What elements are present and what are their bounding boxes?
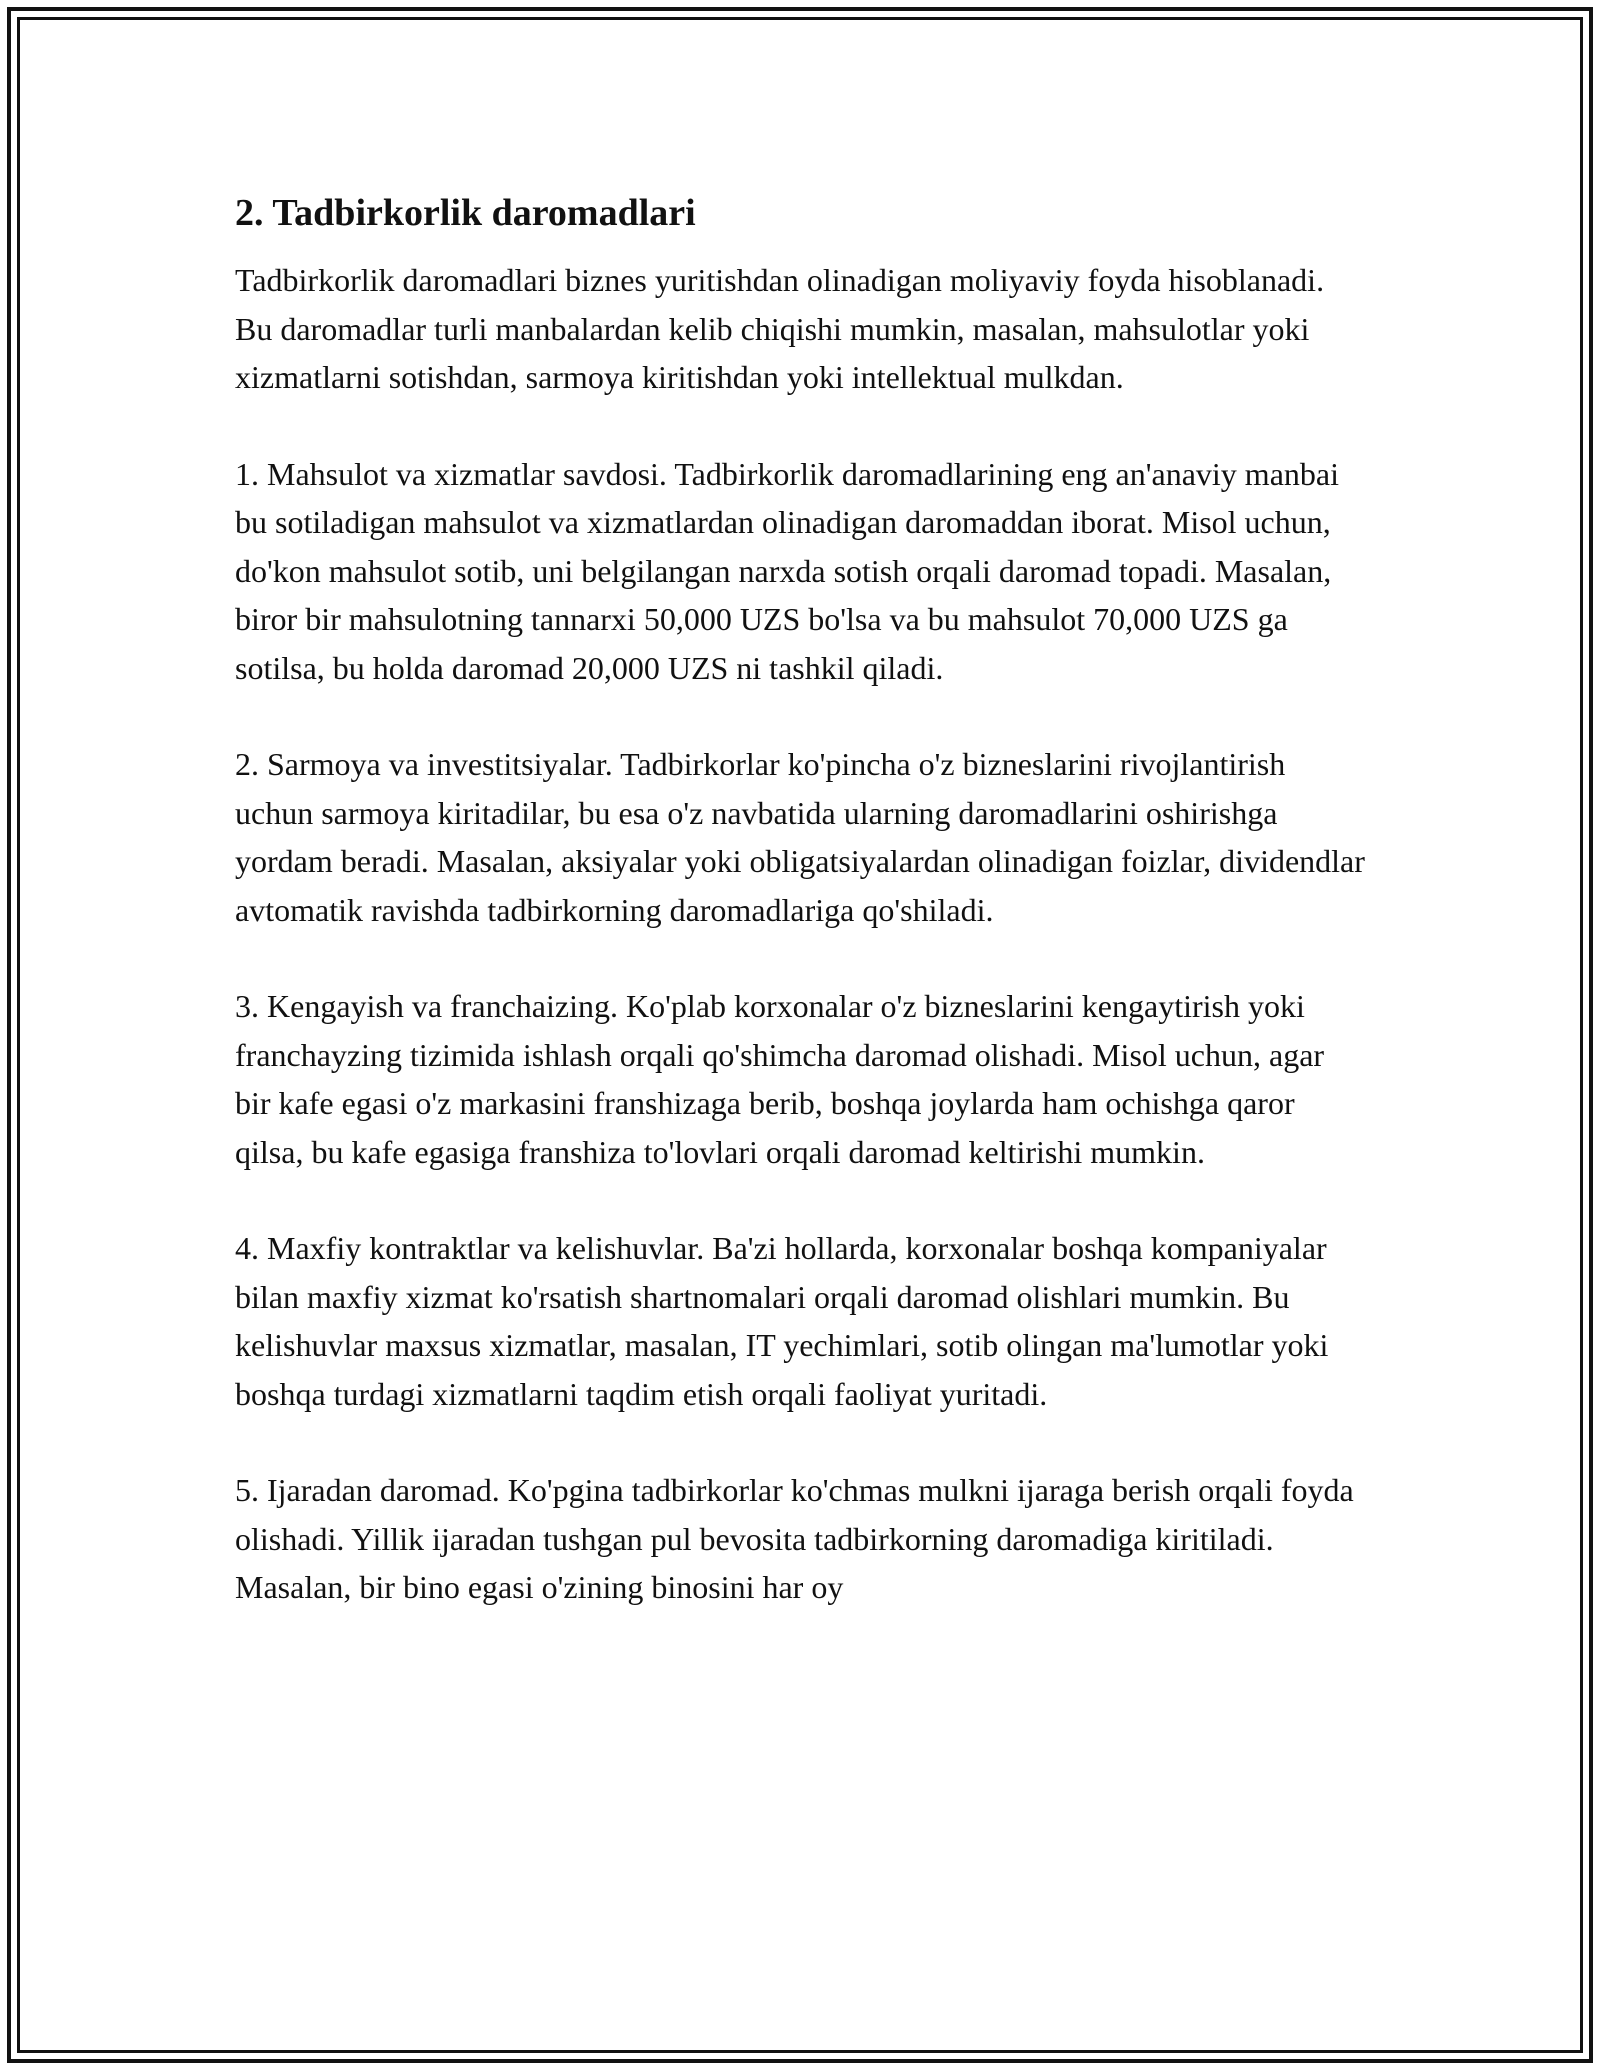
intro-paragraph: Tadbirkorlik daromadlari biznes yuritishdan olinadigan moliyaviy foyda hisoblanadi. Bu daromadlar turli manbalardan kelib chiqishi mumkin, masalan, mahsulotlar yoki xizmatlarni sotishdan, sarmoya kiritishdan yoki intellektual mulkdan.	[235, 262, 1325, 395]
document-body	[235, 188, 1375, 1660]
section-heading: 2. Tadbirkorlik daromadlari	[235, 192, 696, 234]
paragraph-franchising: 3. Kengayish va franchaizing. Ko'plab korxonalar o'z bizneslarini kengaytirish yoki franchayzing tizimida ishlash orqali qo'shimcha daromad olishadi. Misol uchun, agar bir kafe egasi o'z markasini franshizaga berib, boshqa joylarda ham ochishga qaror qilsa, bu kafe egasiga franshiza to'lovlari orqali daromad keltirishi mumkin.	[235, 988, 1325, 1170]
paragraph-product-sales: 1. Mahsulot va xizmatlar savdosi. Tadbirkorlik daromadlarining eng an'anaviy manbai bu sotiladigan mahsulot va xizmatlardan olinadigan daromaddan iborat. Misol uchun, do'kon mahsulot sotib, uni belgilangan narxda sotish orqali daromad topadi. Masalan, biror bir mahsulotning tannarxi 50,000 UZS bo'lsa va bu mahsulot 70,000 UZS ga sotilsa, bu holda daromad 20,000 UZS ni tashkil qiladi.	[235, 455, 1339, 686]
paragraph-contracts: 4. Maxfiy kontraktlar va kelishuvlar. Ba'zi hollarda, korxonalar boshqa kompaniyalar bilan maxfiy xizmat ko'rsatish shartnomalari orqali daromad olishlari mumkin. Bu kelishuvlar maxsus xizmatlar, masalan, IT yechimlari, sotib olingan ma'lumotlar yoki boshqa turdagi xizmatlarni taqdim etish orqali faoliyat yuritadi.	[235, 1230, 1329, 1412]
paragraph-rental-income: 5. Ijaradan daromad. Ko'pgina tadbirkorlar ko'chmas mulkni ijaraga berish orqali foyda olishadi. Yillik ijaradan tushgan pul bevosita tadbirkorning daromadiga kiritiladi. Masalan, bir bino egasi o'zining binosini har oy	[235, 1472, 1354, 1605]
paragraph-investments: 2. Sarmoya va investitsiyalar. Tadbirkorlar ko'pincha o'z bizneslarini rivojlantirish uchun sarmoya kiritadilar, bu esa o'z navbatida ularning daromadlarini oshirishga yordam beradi. Masalan, aksiyalar yoki obligatsiyalardan olinadigan foizlar, dividendlar avtomatik ravishda tadbirkorning daromadlariga qo'shiladi.	[235, 746, 1365, 928]
